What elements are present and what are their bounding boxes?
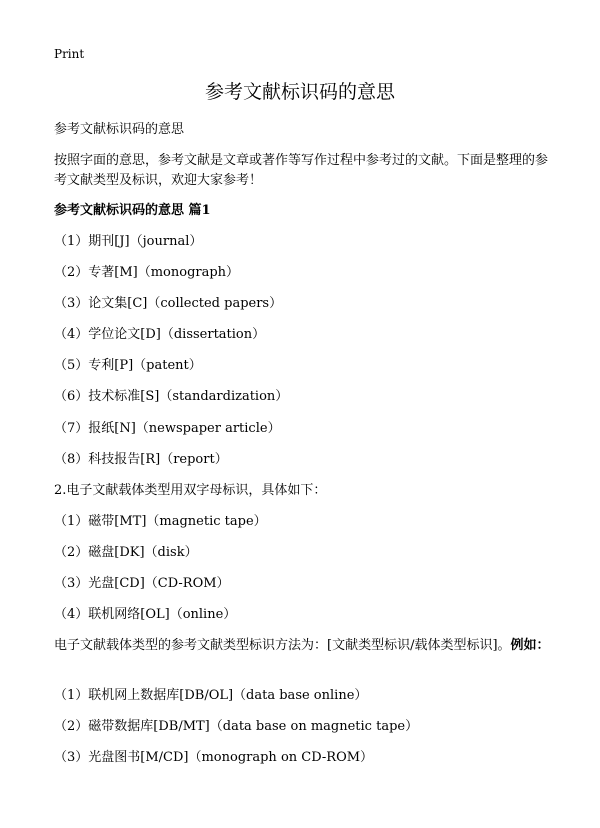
list-item-disk: （2）磁盘[DK]（disk） — [54, 545, 198, 560]
list-item-magnetic-tape: （1）磁带[MT]（magnetic tape） — [54, 514, 267, 529]
list-item-monograph: （2）专著[M]（monograph） — [54, 265, 240, 280]
list-item-database-online: （1）联机网上数据库[DB/OL]（data base online） — [54, 688, 368, 703]
list-item-database-tape: （2）磁带数据库[DB/MT]（data base on magnetic tape） — [54, 719, 419, 734]
section1-heading: 参考文献标识码的意思 篇1 — [54, 203, 211, 218]
list-item-patent: （5）专利[P]（patent） — [54, 358, 202, 373]
list-item-standardization: （6）技术标准[S]（standardization） — [54, 389, 289, 404]
intro-subtitle: 参考文献标识码的意思 — [54, 122, 185, 137]
section3-text: 电子文献载体类型的参考文献类型标识方法为：[文献类型标识/载体类型标识]。 — [54, 638, 511, 653]
list-item-online: （4）联机网络[OL]（online） — [54, 607, 237, 622]
list-item-report: （8）科技报告[R]（report） — [54, 452, 228, 467]
list-item-monograph-cd: （3）光盘图书[M/CD]（monograph on CD-ROM） — [54, 750, 374, 765]
section2-heading: 2.电子文献载体类型用双字母标识，具体如下： — [54, 483, 327, 498]
section3-paragraph — [54, 636, 554, 656]
print-label: Print — [54, 47, 85, 61]
document-title: 参考文献标识码的意思 — [204, 81, 395, 103]
list-item-dissertation: （4）学位论文[D]（dissertation） — [54, 327, 266, 342]
list-item-collected-papers: （3）论文集[C]（collected papers） — [54, 296, 283, 311]
intro-paragraph: 按照字面的意思，参考文献是文章或著作等写作过程中参考过的文献。下面是整理的参考文献类型及标识，欢迎大家参考！ — [54, 153, 549, 188]
list-item-periodical: （1）期刊[J]（journal） — [54, 234, 203, 249]
list-item-cd-rom: （3）光盘[CD]（CD-ROM） — [54, 576, 230, 591]
list-item-newspaper: （7）报纸[N]（newspaper article） — [54, 421, 281, 436]
section3-bold-text: 例如： — [510, 638, 550, 653]
